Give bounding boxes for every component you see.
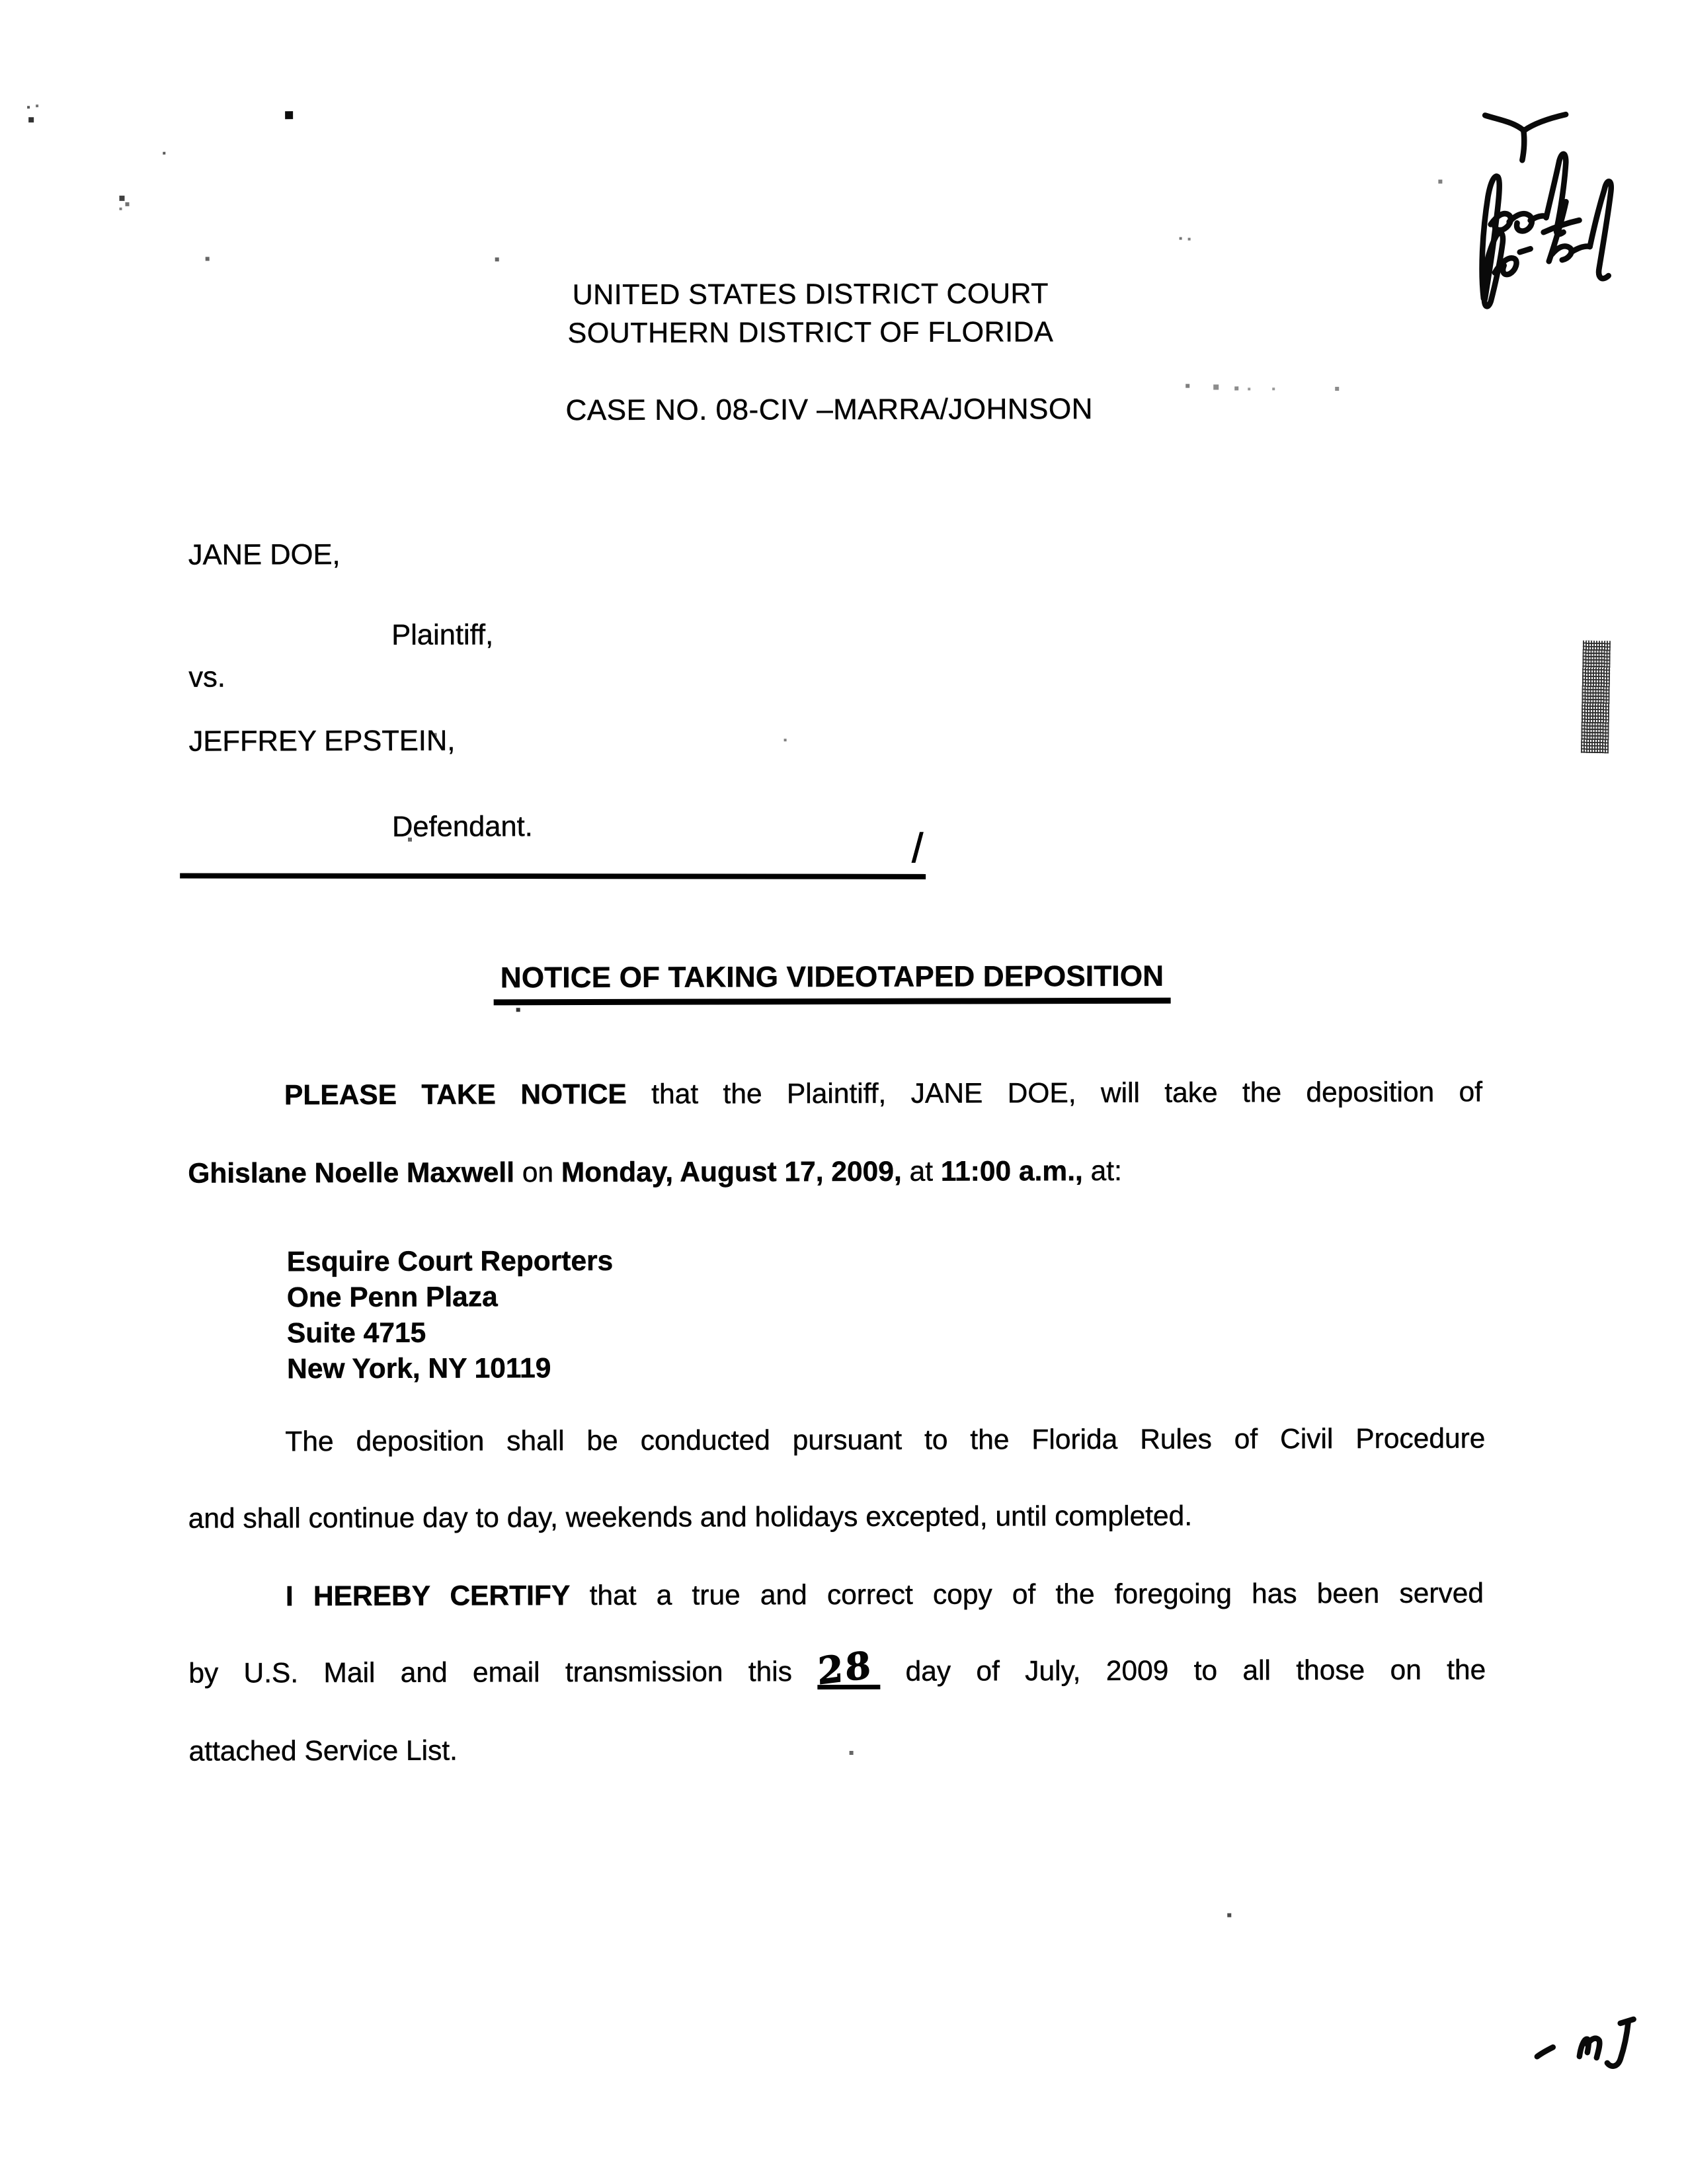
service-day-blank [817,1642,880,1694]
location-line-1: Esquire Court Reporters [286,1245,614,1278]
notice-conn2: at [901,1156,941,1188]
notice-conn1: on [514,1157,561,1189]
rules-paragraph-line2: and shall continue day to day, weekends and holidays excepted, until completed. [188,1500,1193,1535]
certificate-line2-before: by U.S. Mail and email transmission this [188,1656,818,1689]
rules-paragraph-line1: The deposition shall be conducted pursuant to the Florida Rules of Civil Procedure [285,1423,1486,1458]
handwritten-note-top-right [1353,77,1684,343]
initials-dash [1537,2047,1553,2056]
deposition-location [287,1244,614,1387]
notice-lead: PLEASE TAKE NOTICE [284,1078,652,1112]
deposition-date: Monday, August 17, 2009, [561,1156,902,1189]
certificate-line2-after: day of July, 2009 to all those on the [880,1654,1486,1687]
certificate-line1 [286,1576,1484,1614]
handwritten-day-number: 28 [817,1642,873,1694]
check-stroke-left [1485,115,1523,130]
certificate-lead: I HEREBY CERTIFY [285,1580,590,1613]
case-number: CASE NO. 08-CIV –MARRA/JOHNSON [565,393,1094,427]
location-line-2: One Penn Plaza [286,1281,498,1314]
certificate-line2 [188,1642,1486,1694]
plaintiff-name: JANE DOE, [188,538,341,571]
plaintiff-label: Plaintiff, [391,619,494,651]
court-name-line2: SOUTHERN DISTRICT OF FLORIDA [567,316,1054,350]
vertical-stamp-artifact [1581,641,1611,754]
notice-conn3: at: [1082,1155,1122,1188]
location-line-4: New York, NY 10119 [287,1353,551,1385]
notice-paragraph-line1 [284,1074,1482,1113]
deponent-name: Ghislane Noelle Maxwell [188,1157,515,1190]
check-stroke-tail [1522,130,1524,160]
document-title-row [0,957,1675,1007]
court-name-line1: UNITED STATES DISTRICT COURT [572,278,1049,311]
document-title: NOTICE OF TAKING VIDEOTAPED DEPOSITION [494,958,1171,1006]
caption-divider-slash: / [911,825,924,871]
location-line-3: Suite 4715 [286,1317,426,1350]
certificate-line1-rest: that a true and correct copy of the foregoing has been served [589,1578,1484,1612]
notice-paragraph-line2 [188,1154,1122,1192]
defendant-name: JEFFREY EPSTEIN, [188,725,456,758]
deposition-time: 11:00 a.m., [940,1156,1083,1188]
defendant-label: Defendant. [391,811,533,843]
caption-divider-line [180,873,926,879]
notice-line1-rest: that the Plaintiff, JANE DOE, will take the deposition of [651,1076,1483,1110]
check-stroke-right [1524,114,1566,130]
versus-label: vs. [188,661,226,694]
handwritten-initials-bottom-right [1519,2005,1658,2082]
certificate-line3: attached Service List. [188,1735,458,1767]
